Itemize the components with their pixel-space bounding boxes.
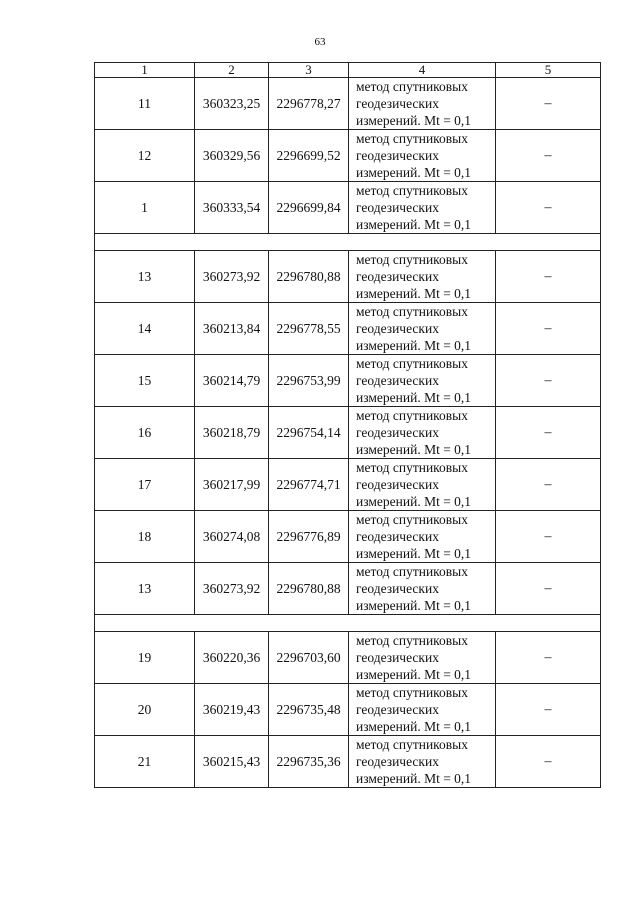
point-number-cell: 19 [95,632,195,684]
point-number-cell: 20 [95,684,195,736]
point-number-cell: 12 [95,130,195,182]
group-separator-row [95,234,601,251]
point-number-cell: 15 [95,355,195,407]
method-cell [349,736,496,788]
point-number-cell: 11 [95,78,195,130]
x-coordinate-cell: 360329,56 [195,130,269,182]
x-coordinate-cell: 360274,08 [195,511,269,563]
method-text-line: метод спутниковых [356,408,468,423]
method-cell [349,182,496,234]
method-text-line: геодезических [356,581,439,596]
note-cell: – [496,78,601,130]
column-header: 2 [195,63,269,78]
page-number: 63 [314,36,326,48]
method-text-line: геодезических [356,148,439,163]
note-cell: – [496,130,601,182]
method-text-line: измерений. Mt = 0,1 [356,338,472,353]
note-cell: – [496,355,601,407]
table-row [95,355,601,407]
point-number-cell: 1 [95,182,195,234]
table-row [95,78,601,130]
column-header: 3 [269,63,349,78]
table-row [95,684,601,736]
note-cell: – [496,632,601,684]
y-coordinate-cell: 2296754,14 [269,407,349,459]
x-coordinate-cell: 360273,92 [195,563,269,615]
group-separator-row [95,615,601,632]
y-coordinate-cell: 2296774,71 [269,459,349,511]
method-cell [349,632,496,684]
method-text-line: измерений. Mt = 0,1 [356,442,472,457]
method-text-line: метод спутниковых [356,512,468,527]
point-number-cell: 16 [95,407,195,459]
method-text-line: измерений. Mt = 0,1 [356,217,472,232]
x-coordinate-cell: 360273,92 [195,251,269,303]
note-cell: – [496,407,601,459]
point-number-cell: 14 [95,303,195,355]
x-coordinate-cell: 360220,36 [195,632,269,684]
y-coordinate-cell: 2296699,52 [269,130,349,182]
method-text-line: метод спутниковых [356,304,468,319]
point-number-cell: 17 [95,459,195,511]
method-text-line: геодезических [356,373,439,388]
point-number-cell: 18 [95,511,195,563]
y-coordinate-cell: 2296778,27 [269,78,349,130]
table-header [95,63,601,78]
method-text-line: геодезических [356,96,439,111]
x-coordinate-cell: 360219,43 [195,684,269,736]
method-cell [349,511,496,563]
method-text-line: метод спутниковых [356,131,468,146]
method-text-line: геодезических [356,477,439,492]
group-separator-cell [95,234,601,251]
table-row [95,632,601,684]
note-cell: – [496,459,601,511]
method-text-line: измерений. Mt = 0,1 [356,771,472,786]
column-header: 1 [95,63,195,78]
y-coordinate-cell: 2296735,48 [269,684,349,736]
method-cell [349,130,496,182]
column-header: 5 [496,63,601,78]
method-text-line: геодезических [356,425,439,440]
method-cell [349,459,496,511]
method-text-line: измерений. Mt = 0,1 [356,719,472,734]
point-number-cell: 21 [95,736,195,788]
note-cell: – [496,563,601,615]
y-coordinate-cell: 2296703,60 [269,632,349,684]
y-coordinate-cell: 2296780,88 [269,563,349,615]
table-row [95,182,601,234]
method-text-line: измерений. Mt = 0,1 [356,165,472,180]
note-cell: – [496,684,601,736]
note-cell: – [496,182,601,234]
x-coordinate-cell: 360213,84 [195,303,269,355]
method-text-line: измерений. Mt = 0,1 [356,598,472,613]
y-coordinate-cell: 2296776,89 [269,511,349,563]
table-row [95,130,601,182]
note-cell: – [496,736,601,788]
method-text-line: метод спутниковых [356,183,468,198]
method-text-line: измерений. Mt = 0,1 [356,113,472,128]
x-coordinate-cell: 360214,79 [195,355,269,407]
method-cell [349,684,496,736]
x-coordinate-cell: 360333,54 [195,182,269,234]
table-row [95,407,601,459]
point-number-cell: 13 [95,251,195,303]
method-cell [349,563,496,615]
header-row [95,63,601,78]
method-text-line: измерений. Mt = 0,1 [356,390,472,405]
method-text-line: метод спутниковых [356,79,468,94]
x-coordinate-cell: 360215,43 [195,736,269,788]
y-coordinate-cell: 2296780,88 [269,251,349,303]
x-coordinate-cell: 360323,25 [195,78,269,130]
method-text-line: геодезических [356,702,439,717]
table-row [95,511,601,563]
method-text-line: метод спутниковых [356,564,468,579]
y-coordinate-cell: 2296735,36 [269,736,349,788]
method-text-line: геодезических [356,269,439,284]
x-coordinate-cell: 360218,79 [195,407,269,459]
coordinates-table [94,62,601,788]
note-cell: – [496,511,601,563]
table-row [95,303,601,355]
method-text-line: геодезических [356,321,439,336]
method-text-line: метод спутниковых [356,633,468,648]
method-text-line: измерений. Mt = 0,1 [356,494,472,509]
y-coordinate-cell: 2296753,99 [269,355,349,407]
method-text-line: измерений. Mt = 0,1 [356,546,472,561]
y-coordinate-cell: 2296699,84 [269,182,349,234]
table-row [95,251,601,303]
column-header: 4 [349,63,496,78]
method-text-line: геодезических [356,754,439,769]
method-text-line: метод спутниковых [356,252,468,267]
method-text-line: геодезических [356,529,439,544]
table-row [95,459,601,511]
note-cell: – [496,251,601,303]
method-cell [349,78,496,130]
method-text-line: измерений. Mt = 0,1 [356,286,472,301]
method-cell [349,251,496,303]
method-cell [349,407,496,459]
table-row [95,563,601,615]
method-cell [349,355,496,407]
method-text-line: геодезических [356,200,439,215]
x-coordinate-cell: 360217,99 [195,459,269,511]
method-text-line: измерений. Mt = 0,1 [356,667,472,682]
method-text-line: метод спутниковых [356,356,468,371]
method-cell [349,303,496,355]
method-text-line: метод спутниковых [356,737,468,752]
method-text-line: геодезических [356,650,439,665]
y-coordinate-cell: 2296778,55 [269,303,349,355]
point-number-cell: 13 [95,563,195,615]
table-row [95,736,601,788]
table-body [95,78,601,788]
method-text-line: метод спутниковых [356,685,468,700]
group-separator-cell [95,615,601,632]
note-cell: – [496,303,601,355]
method-text-line: метод спутниковых [356,460,468,475]
